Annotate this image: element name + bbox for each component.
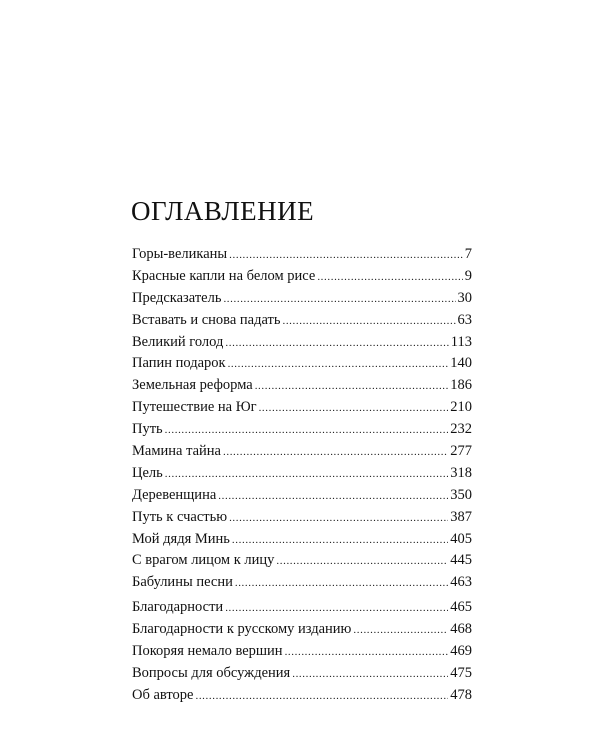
dot-leader bbox=[195, 686, 448, 708]
toc-entry-label: С врагом лицом к лицу bbox=[132, 552, 275, 569]
toc-entry bbox=[132, 288, 472, 310]
dot-leader bbox=[353, 620, 448, 642]
toc-entry bbox=[132, 572, 472, 594]
toc-entry bbox=[132, 550, 472, 572]
toc-entry bbox=[132, 332, 472, 354]
toc-entry-page-number: 465 bbox=[450, 599, 472, 615]
dot-leader bbox=[235, 573, 448, 595]
toc-entry bbox=[132, 244, 472, 266]
toc-entry bbox=[132, 663, 472, 685]
toc-entry-page-number: 232 bbox=[450, 421, 472, 438]
toc-entry-page-number: 387 bbox=[450, 508, 472, 525]
toc-entry-page-number: 468 bbox=[450, 620, 472, 637]
toc-entry-page-number: 277 bbox=[450, 443, 472, 460]
toc-entry-label: Путь к счастью bbox=[132, 508, 228, 525]
toc-entry bbox=[132, 441, 472, 463]
toc-entry-label: Путешествие на Юг bbox=[132, 399, 257, 416]
toc-entry-page-number: 186 bbox=[450, 377, 472, 394]
toc-entry-label: Мой дядя Минь bbox=[132, 530, 230, 547]
toc-entry-label: Благодарности bbox=[132, 599, 224, 615]
dot-leader bbox=[229, 245, 463, 267]
toc-entry-page-number: 113 bbox=[450, 333, 472, 350]
dot-leader bbox=[225, 333, 448, 355]
toc-entry-label: Мамина тайна bbox=[132, 443, 221, 460]
toc-entry bbox=[132, 641, 472, 663]
toc-entry-page-number: 463 bbox=[450, 574, 472, 591]
toc-entry-label: Великий голод bbox=[132, 333, 224, 350]
toc-entry-label: Путь bbox=[132, 421, 163, 438]
dot-leader bbox=[292, 664, 448, 686]
toc-entry-label: Вопросы для обсуждения bbox=[132, 664, 291, 681]
dot-leader bbox=[218, 486, 448, 508]
dot-leader bbox=[165, 420, 449, 442]
toc-entry bbox=[132, 266, 472, 288]
toc-entry-label: Об авторе bbox=[132, 686, 194, 703]
toc-entry-label: Бабулины песни bbox=[132, 574, 233, 591]
toc-entry bbox=[132, 619, 472, 641]
toc-entry-label: Горы-великаны bbox=[132, 246, 228, 262]
dot-leader bbox=[276, 551, 448, 573]
toc-entry bbox=[132, 529, 472, 551]
toc-entry-page-number: 30 bbox=[457, 289, 472, 306]
toc-entry-label: Деревенщина bbox=[132, 486, 217, 503]
dot-leader bbox=[228, 354, 449, 376]
toc-entry-label: Папин подарок bbox=[132, 355, 226, 372]
toc-entry-page-number: 210 bbox=[450, 399, 472, 416]
toc-entry-page-number: 405 bbox=[450, 530, 472, 547]
toc-entry-page-number: 140 bbox=[450, 355, 472, 372]
toc-entry bbox=[132, 507, 472, 529]
dot-leader bbox=[285, 642, 449, 664]
dot-leader bbox=[229, 508, 448, 530]
toc-entry-label: Цель bbox=[132, 464, 163, 481]
toc-entry-label: Красные капли на белом рисе bbox=[132, 267, 316, 284]
toc-entry bbox=[132, 685, 472, 707]
toc-entry-page-number: 9 bbox=[464, 267, 472, 284]
toc-extra-list bbox=[132, 597, 472, 706]
toc-entry-page-number: 63 bbox=[457, 311, 472, 328]
toc-entry bbox=[132, 463, 472, 485]
toc-entry-label: Земельная реформа bbox=[132, 377, 253, 394]
toc-entry bbox=[132, 310, 472, 332]
toc-entry-label: Предсказатель bbox=[132, 289, 222, 306]
toc-entry bbox=[132, 353, 472, 375]
dot-leader bbox=[259, 398, 449, 420]
toc-entry-page-number: 478 bbox=[450, 686, 472, 703]
toc-entry-page-number: 350 bbox=[450, 486, 472, 503]
toc-entry bbox=[132, 375, 472, 397]
dot-leader bbox=[282, 311, 455, 333]
toc-main-list bbox=[132, 244, 472, 594]
dot-leader bbox=[232, 530, 448, 552]
dot-leader bbox=[225, 598, 448, 620]
toc-entry-page-number: 475 bbox=[450, 664, 472, 681]
toc-entry bbox=[132, 397, 472, 419]
toc-entry-page-number: 7 bbox=[464, 246, 472, 262]
dot-leader bbox=[255, 376, 449, 398]
dot-leader bbox=[165, 464, 448, 486]
toc-entry-label: Благодарности к русскому изданию bbox=[132, 620, 352, 637]
toc-entry-page-number: 445 bbox=[450, 552, 472, 569]
toc-entry-page-number: 469 bbox=[450, 642, 472, 659]
toc-entry-page-number: 318 bbox=[450, 464, 472, 481]
toc-entry bbox=[132, 597, 472, 619]
dot-leader bbox=[223, 289, 455, 311]
toc-entry bbox=[132, 419, 472, 441]
toc-entry-label: Покоряя немало вершин bbox=[132, 642, 283, 659]
toc-entry-label: Вставать и снова падать bbox=[132, 311, 281, 328]
page-title: ОГЛАВЛЕНИЕ bbox=[131, 196, 315, 226]
dot-leader bbox=[223, 442, 448, 464]
toc-entry bbox=[132, 485, 472, 507]
dot-leader bbox=[317, 267, 462, 289]
